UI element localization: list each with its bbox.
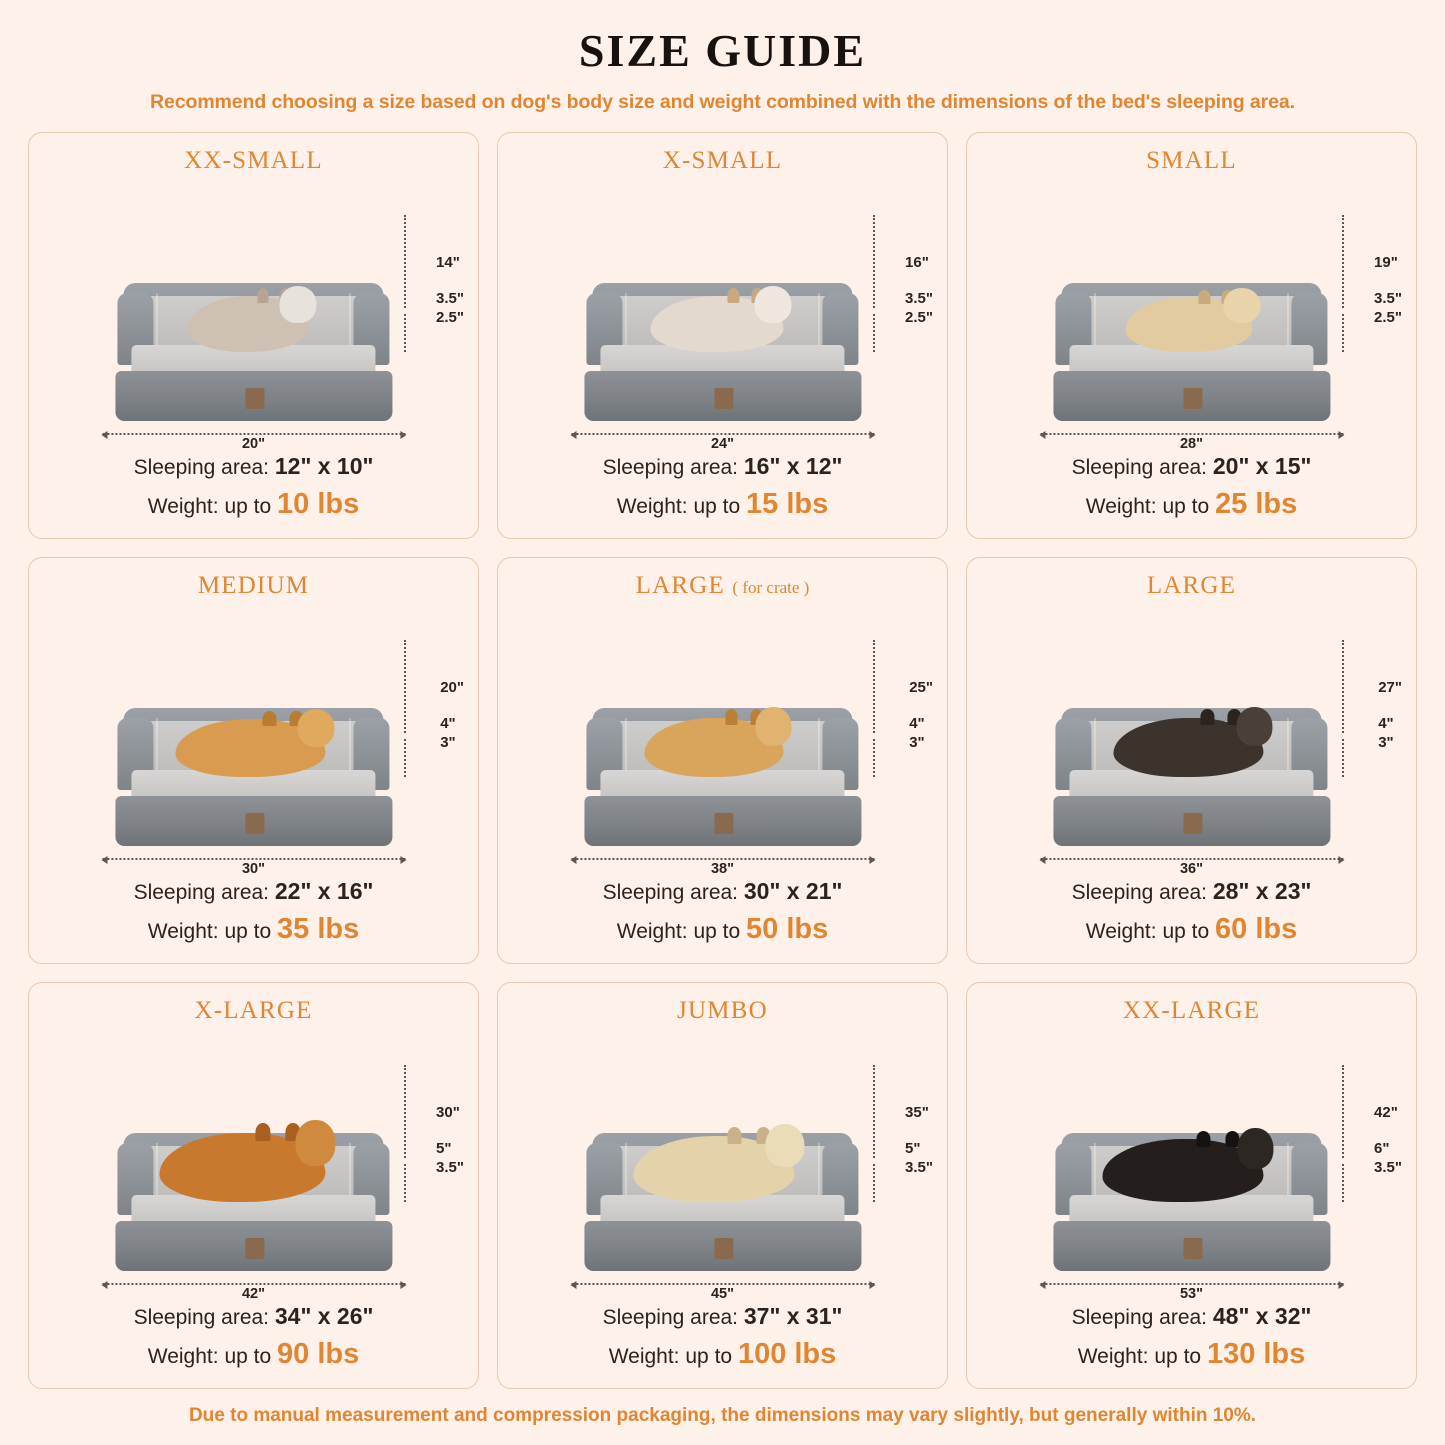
size-name: X-SMALL xyxy=(662,147,783,174)
brand-tag-icon xyxy=(1183,388,1202,409)
dog-bed-graphic xyxy=(1053,256,1330,420)
dimension-mattress-thickness: 2.5" xyxy=(1374,309,1402,327)
weight-upto-label: up to xyxy=(685,1344,733,1368)
pet-illustration-cat xyxy=(187,296,309,352)
sleeping-area-value: 28" x 23" xyxy=(1212,877,1312,904)
pet-ear-left-icon xyxy=(728,288,740,303)
dimension-leader-line-short xyxy=(873,739,875,777)
weight-label: Weight: xyxy=(1077,1344,1149,1368)
pet-ear-left-icon xyxy=(727,1127,741,1144)
dimension-width-line xyxy=(102,858,405,877)
dimension-leader-line xyxy=(404,1065,406,1158)
brand-tag-icon xyxy=(714,813,733,834)
sleeping-area-value: 12" x 10" xyxy=(274,452,374,479)
dimension-mattress-thickness: 3.5" xyxy=(1374,1159,1402,1177)
dimension-labels xyxy=(1378,679,1402,753)
dog-bed-graphic xyxy=(584,681,861,845)
size-card-grid xyxy=(28,132,1417,1389)
weight-upto-label: up to xyxy=(224,1344,272,1368)
dimension-labels xyxy=(909,679,933,753)
dog-bed-graphic xyxy=(1053,1106,1330,1270)
pet-ear-left-icon xyxy=(1196,1131,1210,1147)
pet-head xyxy=(754,286,791,323)
pet-illustration-golden-retriever xyxy=(159,1133,325,1202)
dimension-leader-line-short xyxy=(404,314,406,352)
size-card-info xyxy=(603,1301,843,1374)
size-name: LARGE xyxy=(1146,572,1237,599)
dimension-labels xyxy=(905,1104,933,1178)
bed-illustration xyxy=(506,177,939,451)
size-card-title xyxy=(198,572,309,600)
dimension-labels xyxy=(1374,254,1402,328)
brand-tag-icon xyxy=(245,813,264,834)
size-name: XX-SMALL xyxy=(184,147,323,174)
weight-label: Weight: xyxy=(608,1344,680,1368)
dimension-total-height: 14" xyxy=(436,253,460,271)
dimension-leader-line-short xyxy=(873,1164,875,1202)
pet-head xyxy=(756,707,792,746)
dimension-leader-line xyxy=(1342,640,1344,733)
size-name: JUMBO xyxy=(677,997,768,1024)
pet-ear-left-icon xyxy=(725,709,737,724)
dimension-bolster-height: 4" xyxy=(1378,715,1394,733)
size-card-info xyxy=(134,451,374,524)
dimension-total-height: 42" xyxy=(1374,1103,1398,1121)
dimension-labels xyxy=(440,679,464,753)
size-card xyxy=(28,132,479,539)
weight-label: Weight: xyxy=(147,919,219,943)
brand-tag-icon xyxy=(714,1238,733,1259)
size-card xyxy=(966,132,1417,539)
dimension-width-value: 45" xyxy=(706,1286,739,1302)
dimension-labels xyxy=(1374,1104,1402,1178)
dimension-bolster-height: 3.5" xyxy=(436,290,464,308)
bed-illustration xyxy=(506,602,939,876)
dimension-width-value: 28" xyxy=(1175,436,1208,452)
dimension-leader-line xyxy=(404,640,406,733)
size-card-title xyxy=(184,147,323,175)
weight-row xyxy=(1072,910,1312,949)
dimension-width-value: 38" xyxy=(706,861,739,877)
brand-tag-icon xyxy=(714,388,733,409)
dimension-total-height: 35" xyxy=(905,1103,929,1121)
weight-value: 50 lbs xyxy=(746,912,829,945)
size-card xyxy=(966,557,1417,964)
sleeping-area-label: Sleeping area: xyxy=(1071,1305,1208,1329)
pet-ear-left-icon xyxy=(258,288,269,303)
size-name: XX-LARGE xyxy=(1122,997,1261,1024)
weight-value: 60 lbs xyxy=(1215,912,1298,945)
dimension-leader-line xyxy=(1342,215,1344,308)
dimension-mattress-thickness: 3" xyxy=(440,734,456,752)
size-card-title xyxy=(636,572,810,600)
brand-tag-icon xyxy=(1183,813,1202,834)
weight-row xyxy=(603,910,843,949)
dimension-leader-line-short xyxy=(1342,314,1344,352)
dimension-width-line xyxy=(571,1283,874,1302)
sleeping-area-label: Sleeping area: xyxy=(602,1305,739,1329)
weight-upto-label: up to xyxy=(1162,919,1210,943)
dimension-bolster-height: 5" xyxy=(436,1140,452,1158)
sleeping-area-row xyxy=(603,451,843,482)
dimension-bolster-height: 4" xyxy=(440,715,456,733)
weight-label: Weight: xyxy=(616,919,688,943)
sleeping-area-value: 20" x 15" xyxy=(1212,452,1312,479)
dimension-labels xyxy=(436,1104,464,1178)
size-name: SMALL xyxy=(1146,147,1237,174)
weight-value: 10 lbs xyxy=(277,487,360,520)
pet-ear-left-icon xyxy=(1199,290,1210,304)
sleeping-area-row xyxy=(1072,451,1312,482)
sleeping-area-label: Sleeping area: xyxy=(1071,880,1208,904)
dimension-width-value: 42" xyxy=(237,1286,270,1302)
dog-bed-graphic xyxy=(115,256,392,420)
dimension-width-line xyxy=(571,858,874,877)
pet-head xyxy=(1237,707,1273,746)
pet-head xyxy=(296,1120,336,1165)
size-card-title xyxy=(1146,147,1237,175)
bed-illustration xyxy=(37,177,470,451)
sleeping-area-value: 37" x 31" xyxy=(743,1302,843,1329)
weight-row xyxy=(603,485,843,524)
dimension-width-value: 36" xyxy=(1175,861,1208,877)
dimension-leader-line-short xyxy=(1342,739,1344,777)
dimension-width-value: 20" xyxy=(237,436,270,452)
sleeping-area-label: Sleeping area: xyxy=(133,455,270,479)
sleeping-area-label: Sleeping area: xyxy=(602,880,739,904)
size-name: X-LARGE xyxy=(194,997,313,1024)
dimension-leader-line-short xyxy=(404,1164,406,1202)
sleeping-area-row xyxy=(134,1301,374,1332)
bed-illustration xyxy=(975,602,1408,876)
dimension-leader-line xyxy=(873,215,875,308)
size-card-info xyxy=(1072,1301,1312,1374)
dimension-mattress-thickness: 3" xyxy=(909,734,925,752)
weight-row xyxy=(134,485,374,524)
sleeping-area-row xyxy=(134,876,374,907)
dimension-total-height: 25" xyxy=(909,678,933,696)
sleeping-area-value: 34" x 26" xyxy=(274,1302,374,1329)
pet-head xyxy=(1223,288,1260,324)
size-card-title xyxy=(677,997,768,1025)
size-name: LARGE xyxy=(635,572,725,599)
dog-bed-graphic xyxy=(584,1106,861,1270)
weight-value: 25 lbs xyxy=(1215,487,1298,520)
dimension-total-height: 19" xyxy=(1374,253,1398,271)
bed-illustration xyxy=(37,602,470,876)
dimension-mattress-thickness: 2.5" xyxy=(905,309,933,327)
disclaimer-note: Due to manual measurement and compression packaging, the dimensions may vary slightly, but generally within 10%. xyxy=(188,1405,1257,1426)
dimension-bolster-height: 5" xyxy=(905,1140,921,1158)
dimension-mattress-thickness: 2.5" xyxy=(436,309,464,327)
size-card-title xyxy=(1123,997,1260,1025)
dimension-leader-line xyxy=(1342,1065,1344,1158)
pet-illustration-corgi xyxy=(176,719,326,776)
dimension-width-line xyxy=(571,433,874,452)
page-subtitle: Recommend choosing a size based on dog's body size and weight combined with the dimensions of the bed's sleeping area. xyxy=(150,91,1295,113)
dimension-leader-line-short xyxy=(873,314,875,352)
weight-value: 35 lbs xyxy=(277,912,360,945)
dimension-mattress-thickness: 3.5" xyxy=(436,1159,464,1177)
dimension-leader-line-short xyxy=(404,739,406,777)
pet-ear-left-icon xyxy=(256,1123,271,1141)
sleeping-area-value: 22" x 16" xyxy=(274,877,374,904)
dimension-width-line xyxy=(1040,858,1343,877)
dimension-labels xyxy=(905,254,933,328)
brand-tag-icon xyxy=(245,388,264,409)
weight-upto-label: up to xyxy=(1162,494,1210,518)
pet-head xyxy=(1238,1128,1273,1169)
dimension-total-height: 30" xyxy=(436,1103,460,1121)
sleeping-area-label: Sleeping area: xyxy=(1071,455,1208,479)
sleeping-area-value: 48" x 32" xyxy=(1212,1302,1312,1329)
pet-head xyxy=(766,1124,805,1167)
size-name-suffix: ( for crate ) xyxy=(732,578,810,597)
weight-upto-label: up to xyxy=(1154,1344,1202,1368)
weight-upto-label: up to xyxy=(693,494,741,518)
weight-value: 15 lbs xyxy=(746,487,829,520)
weight-row xyxy=(1072,1335,1312,1374)
size-card xyxy=(497,557,948,964)
brand-tag-icon xyxy=(1183,1238,1202,1259)
size-card-info xyxy=(603,876,843,949)
dimension-total-height: 27" xyxy=(1378,678,1402,696)
page-title: SIZE GUIDE xyxy=(578,25,867,76)
dimension-width-line xyxy=(1040,1283,1343,1302)
dimension-width-line xyxy=(1040,433,1343,452)
bed-illustration xyxy=(975,1027,1408,1301)
weight-label: Weight: xyxy=(147,494,219,518)
dimension-bolster-height: 3.5" xyxy=(1374,290,1402,308)
size-card xyxy=(497,982,948,1389)
sleeping-area-row xyxy=(134,451,374,482)
pet-illustration-shih-tzu xyxy=(650,296,783,352)
weight-row xyxy=(134,1335,374,1374)
weight-label: Weight: xyxy=(147,1344,219,1368)
pet-ear-left-icon xyxy=(263,711,276,726)
sleeping-area-label: Sleeping area: xyxy=(133,880,270,904)
sleeping-area-row xyxy=(603,876,843,907)
dimension-bolster-height: 3.5" xyxy=(905,290,933,308)
brand-tag-icon xyxy=(245,1238,264,1259)
bed-illustration xyxy=(506,1027,939,1301)
weight-value: 100 lbs xyxy=(737,1337,837,1370)
dimension-total-height: 16" xyxy=(905,253,929,271)
pet-head xyxy=(280,286,317,323)
pet-illustration-french-bulldog xyxy=(1125,297,1252,351)
dimension-leader-line-short xyxy=(1342,1164,1344,1202)
dimension-leader-line xyxy=(404,215,406,308)
dimension-width-value: 24" xyxy=(706,436,739,452)
sleeping-area-label: Sleeping area: xyxy=(602,455,739,479)
weight-value: 90 lbs xyxy=(277,1337,360,1370)
size-card-info xyxy=(603,451,843,524)
size-card xyxy=(497,132,948,539)
dimension-labels xyxy=(436,254,464,328)
size-card xyxy=(28,557,479,964)
bed-illustration xyxy=(37,1027,470,1301)
weight-upto-label: up to xyxy=(224,919,272,943)
dimension-width-line xyxy=(102,433,405,452)
dimension-width-value: 53" xyxy=(1175,1286,1208,1302)
pet-ear-left-icon xyxy=(1201,709,1214,724)
dimension-leader-line xyxy=(873,640,875,733)
dimension-bolster-height: 6" xyxy=(1374,1140,1390,1158)
size-card-title xyxy=(663,147,783,175)
dog-bed-graphic xyxy=(1053,681,1330,845)
size-card-title xyxy=(1147,572,1236,600)
sleeping-area-row xyxy=(1072,876,1312,907)
weight-row xyxy=(134,910,374,949)
size-card xyxy=(966,982,1417,1389)
sleeping-area-value: 30" x 21" xyxy=(743,877,843,904)
size-card xyxy=(28,982,479,1389)
dimension-leader-line xyxy=(873,1065,875,1158)
weight-row xyxy=(1072,485,1312,524)
pet-illustration-border-collie xyxy=(1114,718,1264,777)
weight-label: Weight: xyxy=(616,494,688,518)
size-card-info xyxy=(1072,876,1312,949)
size-card-info xyxy=(134,1301,374,1374)
size-card-info xyxy=(1072,451,1312,524)
dimension-mattress-thickness: 3" xyxy=(1378,734,1394,752)
weight-row xyxy=(603,1335,843,1374)
dimension-width-line xyxy=(102,1283,405,1302)
sleeping-area-label: Sleeping area: xyxy=(133,1305,270,1329)
dog-bed-graphic xyxy=(584,256,861,420)
weight-label: Weight: xyxy=(1085,494,1157,518)
weight-value: 130 lbs xyxy=(1206,1337,1306,1370)
sleeping-area-row xyxy=(603,1301,843,1332)
bed-illustration xyxy=(975,177,1408,451)
pet-head xyxy=(297,709,334,747)
size-card-title xyxy=(194,997,312,1025)
dimension-total-height: 20" xyxy=(440,678,464,696)
size-name: MEDIUM xyxy=(197,572,310,599)
dimension-mattress-thickness: 3.5" xyxy=(905,1159,933,1177)
weight-upto-label: up to xyxy=(693,919,741,943)
size-card-info xyxy=(134,876,374,949)
dog-bed-graphic xyxy=(115,681,392,845)
dimension-bolster-height: 4" xyxy=(909,715,925,733)
sleeping-area-value: 16" x 12" xyxy=(743,452,843,479)
weight-upto-label: up to xyxy=(224,494,272,518)
dimension-width-value: 30" xyxy=(237,861,270,877)
dog-bed-graphic xyxy=(115,1106,392,1270)
weight-label: Weight: xyxy=(1085,919,1157,943)
pet-illustration-shiba-inu xyxy=(645,718,784,777)
sleeping-area-row xyxy=(1072,1301,1312,1332)
